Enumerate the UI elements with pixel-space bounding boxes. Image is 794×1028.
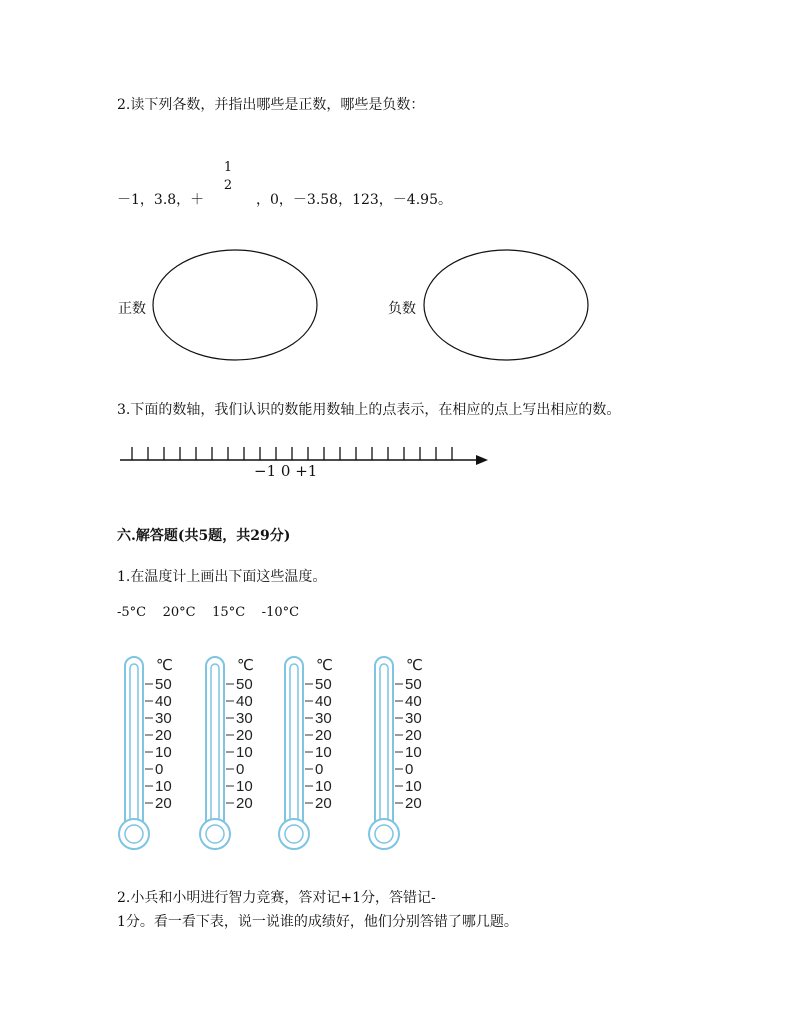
thermometer-scale-label: 30 xyxy=(315,710,332,727)
negative-label: 负数 xyxy=(388,301,416,317)
fraction-denominator: 2 xyxy=(223,178,233,193)
thermometer-scale-label: 40 xyxy=(315,693,332,710)
thermometer-scale-label: 20 xyxy=(236,727,253,744)
thermometer-scale-label: 20 xyxy=(155,727,172,744)
thermometer-unit: ℃ xyxy=(406,657,423,674)
thermometer-bulb xyxy=(369,819,399,849)
thermometer-scale-label: 40 xyxy=(155,693,172,710)
section-heading: 六.解答题(共5题，共29分) xyxy=(117,528,291,544)
thermometer-tube xyxy=(206,657,224,823)
thermometer-scale-label: 0 xyxy=(236,761,245,778)
thermometer-tube xyxy=(125,657,143,823)
thermometer-scale-label: 0 xyxy=(315,761,324,778)
thermometer-bulb xyxy=(200,819,230,849)
thermometer-scale-label: 30 xyxy=(236,710,253,727)
thermometer-scale-label: 10 xyxy=(236,744,253,761)
thermometer-scale-label: 40 xyxy=(236,693,253,710)
thermometer-unit: ℃ xyxy=(156,657,173,674)
thermometer-scale-label: 10 xyxy=(405,778,422,795)
thermometer-4[interactable] xyxy=(369,657,423,849)
thermometer-3[interactable] xyxy=(279,657,333,849)
number-line-ticks xyxy=(132,447,452,460)
p1-title: 1.在温度计上画出下面这些温度。 xyxy=(117,569,327,585)
thermometer-scale-label: 30 xyxy=(155,710,172,727)
thermometers xyxy=(119,657,423,849)
thermometer-scale-label: 10 xyxy=(315,778,332,795)
fraction-numerator: 1 xyxy=(223,160,233,175)
thermometer-2[interactable] xyxy=(200,657,254,849)
thermometer-column xyxy=(290,664,298,825)
thermometer-scale-label: 10 xyxy=(155,744,172,761)
thermometer-tube xyxy=(285,657,303,823)
q2-title: 2.读下列各数，并指出哪些是正数，哪些是负数： xyxy=(117,97,425,113)
thermometer-scale-label: 20 xyxy=(405,795,422,812)
thermometer-bulb xyxy=(119,819,149,849)
positive-label: 正数 xyxy=(118,301,146,317)
number-line-label: −1 0 +1 xyxy=(254,462,318,480)
thermometer-scale-label: 20 xyxy=(315,727,332,744)
thermometer-scale-label: 0 xyxy=(155,761,164,778)
thermometer-scale-label: 10 xyxy=(155,778,172,795)
thermometer-scale-label: 30 xyxy=(405,710,422,727)
thermometer-scale-label: 50 xyxy=(315,676,332,693)
negative-oval[interactable] xyxy=(424,250,588,360)
thermometer-scale-label: 0 xyxy=(405,761,414,778)
number-line-arrow xyxy=(476,455,488,465)
p2-line2: 1分。看一看下表，说一说谁的成绩好，他们分别答错了哪几题。 xyxy=(117,914,518,930)
thermometer-scale-label: 20 xyxy=(405,727,422,744)
q3-title: 3.下面的数轴，我们认识的数能用数轴上的点表示，在相应的点上写出相应的数。 xyxy=(117,402,621,418)
thermometer-scale-label: 50 xyxy=(236,676,253,693)
thermometer-tube xyxy=(375,657,393,823)
thermometer-unit: ℃ xyxy=(316,657,333,674)
p2-line1: 2.小兵和小明进行智力竞赛，答对记+1分，答错记- xyxy=(117,890,436,906)
thermometer-scale-label: 20 xyxy=(236,795,253,812)
thermometer-scale-label: 40 xyxy=(405,693,422,710)
positive-oval[interactable] xyxy=(153,250,317,360)
thermometer-1[interactable] xyxy=(119,657,173,849)
thermometer-scale-label: 50 xyxy=(405,676,422,693)
thermometer-scale-label: 10 xyxy=(405,744,422,761)
thermometer-scale-label: 20 xyxy=(315,795,332,812)
thermometer-column xyxy=(380,664,388,825)
thermometer-bulb xyxy=(279,819,309,849)
thermometer-column xyxy=(130,664,138,825)
thermometer-unit: ℃ xyxy=(237,657,254,674)
q2-numbers-right: ，0，－3.58，123，－4.95。 xyxy=(256,192,452,208)
q2-numbers-left: －1，3.8，＋ xyxy=(117,192,205,208)
thermometer-scale-label: 50 xyxy=(155,676,172,693)
p1-temps: -5°C 20°C 15°C -10°C xyxy=(117,605,300,620)
thermometer-column xyxy=(211,664,219,825)
thermometer-scale-label: 10 xyxy=(315,744,332,761)
thermometer-scale-label: 20 xyxy=(155,795,172,812)
thermometer-scale-label: 10 xyxy=(236,778,253,795)
